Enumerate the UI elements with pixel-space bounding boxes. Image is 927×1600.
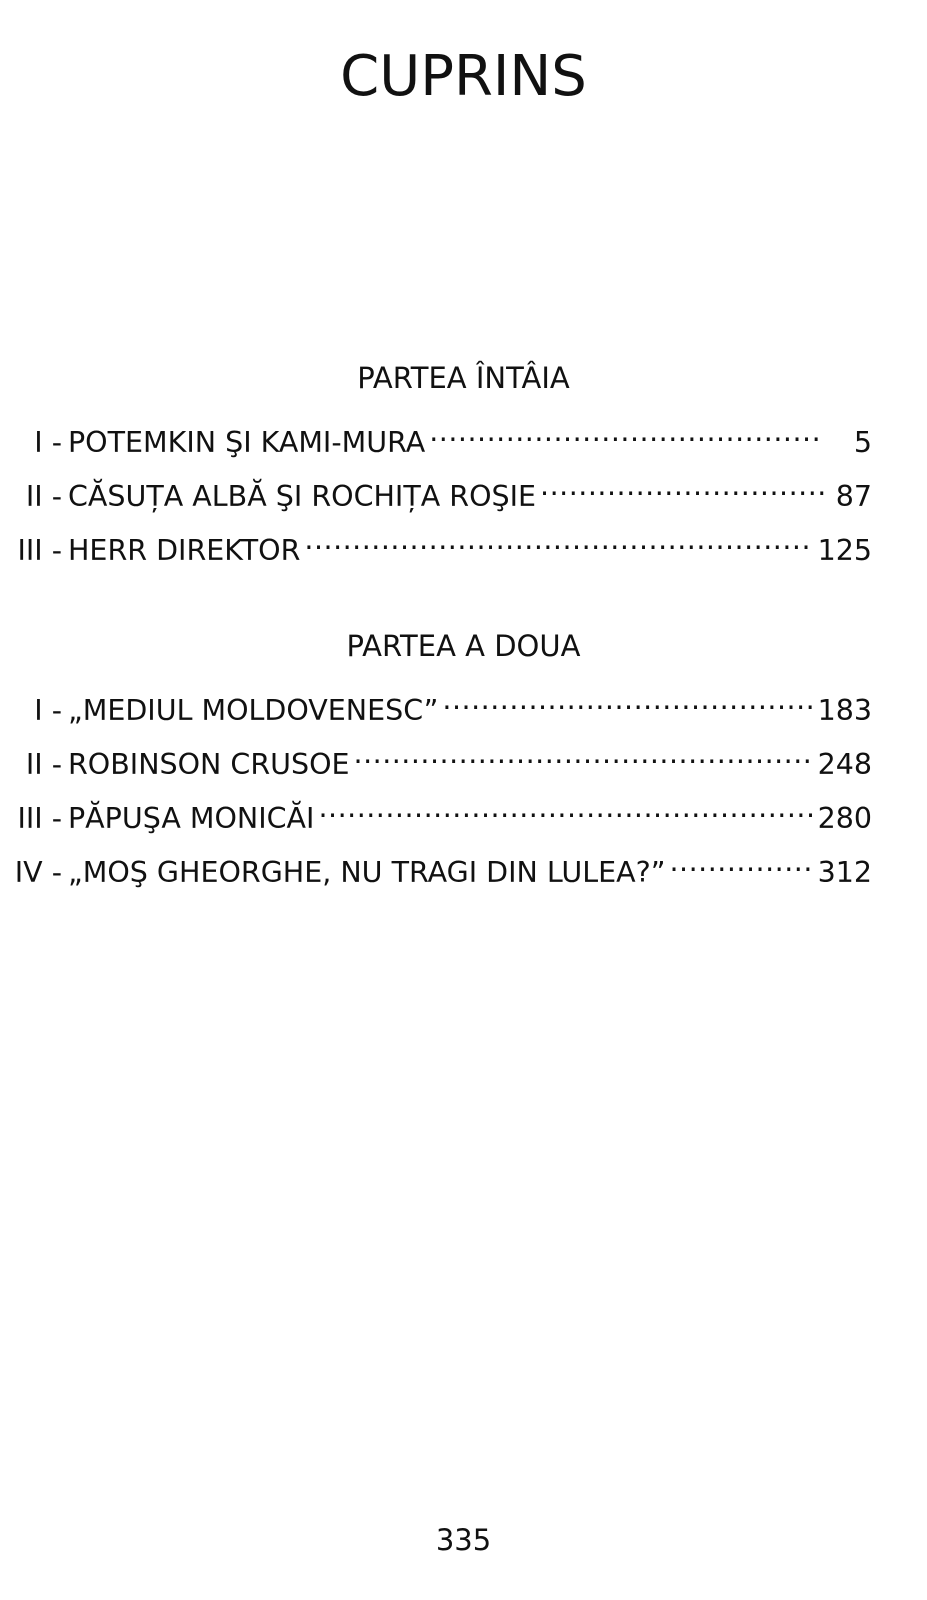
toc-list-part-one [14,412,872,574]
toc-entry-title: „MEDIUL MOLDOVENESC” [68,694,439,727]
page-title: CUPRINS [340,44,587,109]
toc-entry-page: 87 [835,480,872,513]
toc-entry-page: 125 [817,534,872,567]
toc-entry-title: „MOŞ GHEORGHE, NU TRAGI DIN LULEA?” [68,856,666,889]
toc-entry-title: ROBINSON CRUSOE [68,748,350,781]
toc-entry[interactable] [14,734,872,788]
toc-dot-leader [540,466,824,506]
toc-entry-page: 248 [817,748,872,781]
toc-entry-title: PĂPUŞA MONICĂI [68,802,315,835]
toc-dot-leader [354,734,814,774]
toc-dot-leader [318,788,813,828]
toc-entry-number: IV - [14,856,62,889]
toc-entry-page: 5 [853,426,872,459]
toc-entry-number: II - [25,480,62,513]
toc-entry-number: III - [17,534,62,567]
toc-entry[interactable] [14,788,872,842]
toc-entry-title: HERR DIREKTOR [68,534,301,567]
toc-entry-number: III - [17,802,62,835]
toc-dot-leader [304,520,813,560]
toc-entry-title: POTEMKIN ŞI KAMI-MURA [68,426,426,459]
toc-list-part-two [14,680,872,896]
toc-entry-page: 280 [817,802,872,835]
toc-entry-title: CĂSUȚA ALBĂ ŞI ROCHIȚA ROŞIE [68,480,537,513]
toc-dot-leader [670,842,814,882]
section-heading-part-two: PARTEA A DOUA [346,629,581,663]
toc-dot-leader [442,680,813,720]
toc-entry[interactable] [14,466,872,520]
toc-entry[interactable] [14,680,872,734]
page-number: 335 [435,1523,492,1557]
toc-dot-leader [429,412,818,452]
toc-entry[interactable] [14,842,872,896]
toc-entry-number: II - [25,748,62,781]
toc-entry-page: 183 [817,694,872,727]
toc-entry-number: I - [34,426,62,459]
section-heading-part-one: PARTEA ÎNTÂIA [357,361,570,395]
toc-entry[interactable] [14,412,872,466]
toc-entry-number: I - [34,694,62,727]
toc-entry-page: 312 [817,856,872,889]
toc-entry[interactable] [14,520,872,574]
